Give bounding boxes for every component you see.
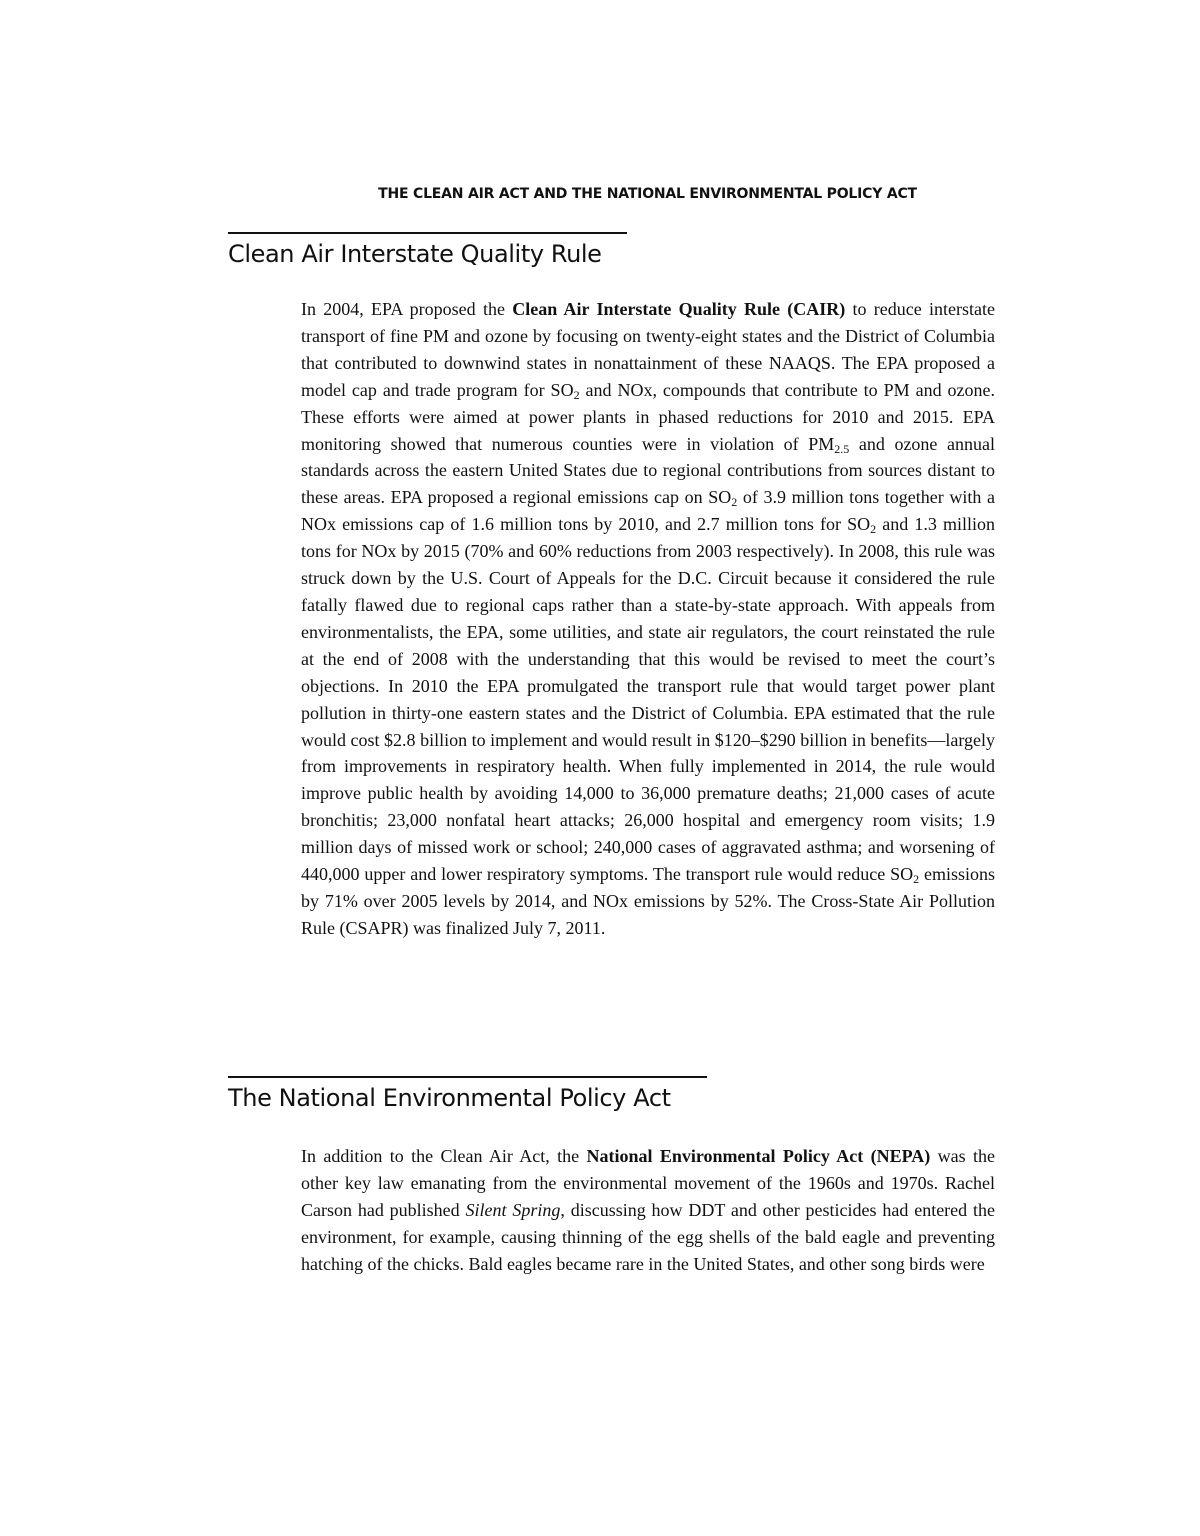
text-run: was the other key law emanating from the environmental movement of the 1960s and 1970s. Rachel Carson had published [301, 1146, 995, 1220]
term-nepa: National Environmental Policy Act (NEPA) [586, 1146, 931, 1166]
text-run: and NOx, compounds that contribute to PM and ozone. These efforts were aimed at power plants in phased reductions for 2010 and 2015. EPA monitoring showed that numerous counties were in violation of PM [301, 379, 995, 454]
section-rule [228, 1076, 707, 1078]
section-cair [228, 232, 627, 268]
text-run: and ozone annual standards across the eastern United States due to regional contributions from sources distant to these areas. EPA proposed a regional emissions cap on SO [301, 433, 995, 508]
paragraph-cair [301, 296, 995, 942]
term-cair: Clean Air Interstate Quality Rule (CAIR) [512, 299, 846, 319]
text-run: and 1.3 million tons for NOx by 2015 (70% and 60% reductions from 2003 respectively). In 2008, this rule was struck down by the U.S. Court of Appeals for the D.C. Circuit because it considered the rule fatally flawed due to regional caps rather than a state-by-state approach. With appeals from environmentalists, the EPA, some utilities, and state air regulators, the court reinstated the rule at the end of 2008 with the understanding that this would be revised to meet the court’s objections. In 2010 the EPA promulgated the transport rule that would target power plant pollution in thirty-one eastern states and the District of Columbia. EPA estimated that the rule would cost $2.8 billion to implement and would result in $120–$290 billion in benefits—largely from improvements in respiratory health. When fully implemented in 2014, the rule would improve public health by avoiding 14,000 to 36,000 premature deaths; 21,000 cases of acute bronchitis; 23,000 nonfatal heart attacks; 26,000 hospital and emergency room visits; 1.9 million days of missed work or school; 240,000 cases of aggravated asthma; and worsening of 440,000 upper and lower respiratory symptoms. The transport rule would reduce SO [301, 514, 995, 885]
section-nepa [228, 1076, 707, 1112]
text-run: to reduce interstate transport of fine PM and ozone by focusing on twenty-eight states and the District of Columbia that contributed to downwind states in nonattainment of these NAAQS. The EPA proposed a model cap and trade program for SO [301, 299, 996, 400]
text-run: In 2004, EPA proposed the [301, 299, 513, 319]
paragraph-nepa [301, 1143, 995, 1278]
text-run: , discussing how DDT and other pesticides had entered the environment, for example, causing thinning of the egg shells of the bald eagle and preventing hatching of the chicks. Bald eagles became rare in the United States, and other song birds were [301, 1199, 996, 1274]
subscript: 2 [913, 872, 920, 887]
subscript: 2 [573, 387, 580, 402]
section-title-cair: Clean Air Interstate Quality Rule [228, 240, 602, 268]
subscript: 2.5 [834, 441, 850, 456]
text-run: emissions by 71% over 2005 levels by 2014, and NOx emissions by 52%. The Cross-State Air Pollution Rule (CSAPR) was finalized July 7, 2011. [301, 864, 995, 938]
book-title: Silent Spring [465, 1199, 561, 1220]
text-run: In addition to the Clean Air Act, the [301, 1146, 587, 1166]
subscript: 2 [731, 495, 738, 510]
section-rule [228, 232, 627, 234]
running-head: THE CLEAN AIR ACT AND THE NATIONAL ENVIRONMENTAL POLICY ACT [378, 186, 917, 202]
subscript: 2 [870, 522, 877, 537]
section-title-nepa: The National Environmental Policy Act [228, 1084, 671, 1112]
text-run: of 3.9 million tons together with a NOx emissions cap of 1.6 million tons by 2010, and 2.7 million tons for SO [301, 487, 995, 535]
